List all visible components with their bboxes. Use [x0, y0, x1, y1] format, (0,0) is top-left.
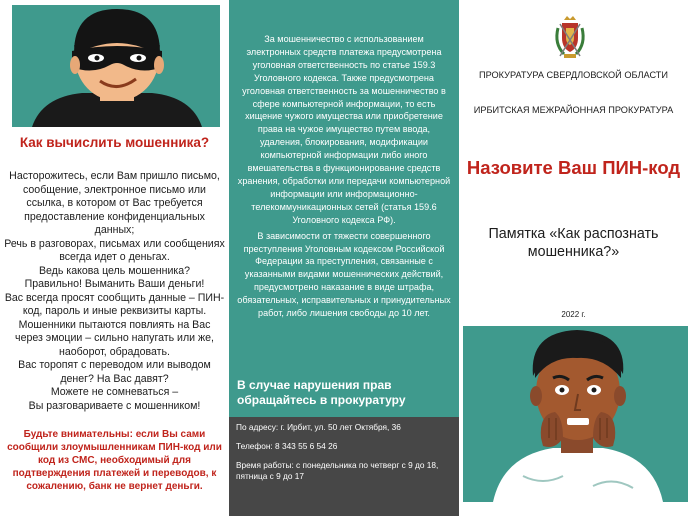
paragraph: В зависимости от тяжести совершенного преступления Уголовным кодексом Российской Федерации за преступления, связанные с указанными видами мошеннических действий, предусмотрено наказание в виде штрафа, обязательных, исправительных и принудительных работ, либо лишения свободы до 10 лет. — [237, 230, 451, 319]
middle-panel — [229, 0, 459, 516]
contact-box — [229, 417, 459, 516]
org-line-office: ИРБИТСКАЯ МЕЖРАЙОННАЯ ПРОКУРАТУРА — [473, 105, 674, 115]
paragraph: Вас всегда просят сообщить данные – ПИН-код, пароль и иные реквизиты карты. — [4, 291, 225, 317]
section-title: Как вычислить мошенника? — [19, 135, 210, 150]
thief-illustration — [12, 5, 220, 127]
brochure-year: 2022 г. — [561, 310, 586, 319]
paragraph: За мошенничество с использованием электронных средств платежа предусмотрена уголовная ответственность по статье 159.3 Уголовного кодекса. Также предусмотрена уголовная ответственность за мошенничество в сфере компьютерной информации, то есть хищение чужого имущества или приобретение права на чужое имущество путем ввода, удаления, блокирования, модификации компьютерной информации либо иного вмешательства в функционирование средств хранения, обработки или передачи компьютерной информации или информационно-телекоммуникационных сетей (статья 159.6 Уголовного кодекса РФ). — [237, 34, 451, 225]
left-panel — [0, 0, 229, 516]
org-line-region: ПРОКУРАТУРА СВЕРДЛОВСКОЙ ОБЛАСТИ — [478, 70, 669, 80]
paragraph: Вас торопят с переводом или выводом денег? На Вас давят? — [18, 359, 211, 385]
paragraph: Ведь какова цель мошенника? — [38, 264, 191, 277]
paragraph: Насторожитесь, если Вам пришло письмо, сообщение, электронное письмо или ссылка, в котором от Вас требуется предоставление конфиденциальных данных; — [9, 170, 220, 236]
paragraph: Можете не сомневаться – — [50, 386, 179, 398]
paragraph: Вы разговариваете с мошенником! — [28, 399, 201, 412]
brochure-title: Назовите Ваш ПИН-код — [466, 157, 681, 178]
masked-thief-icon — [12, 5, 220, 127]
phone: Телефон: 8 343 55 6 54 26 — [236, 441, 338, 451]
prosecutor-emblem-icon — [552, 14, 588, 60]
fraud-signs-text — [4, 170, 225, 413]
contact-header: В случае нарушения прав обращайтесь в прокуратуру — [237, 378, 406, 407]
paragraph: Речь в разговорах, письмах или сообщениях всегда идет о деньгах. — [4, 237, 225, 263]
brochure-subtitle: Памятка «Как распознать мошенника?» — [488, 226, 659, 260]
worried-man-illustration — [463, 326, 688, 502]
paragraph: Правильно! Выманить Ваши деньги! — [24, 278, 205, 290]
warning-text: Будьте внимательны: если Вы сами сообщили злоумышленникам ПИН-код или код из СМС, необходимый для подтверждения платежей и переводов, к сожалению, банк не вернет деньги. — [7, 429, 222, 492]
address: По адресу: г. Ирбит, ул. 50 лет Октября, 36 — [236, 422, 401, 432]
liability-text — [237, 33, 451, 323]
worried-man-icon — [463, 326, 688, 502]
paragraph: Мошенники пытаются повлиять на Вас через эмоции – сильно напугать или же, наоборот, обрадовать. — [15, 318, 214, 358]
working-hours: Время работы: с понедельника по четверг с 9 до 18, пятница с 9 до 17 — [236, 460, 439, 481]
right-panel — [459, 0, 688, 516]
